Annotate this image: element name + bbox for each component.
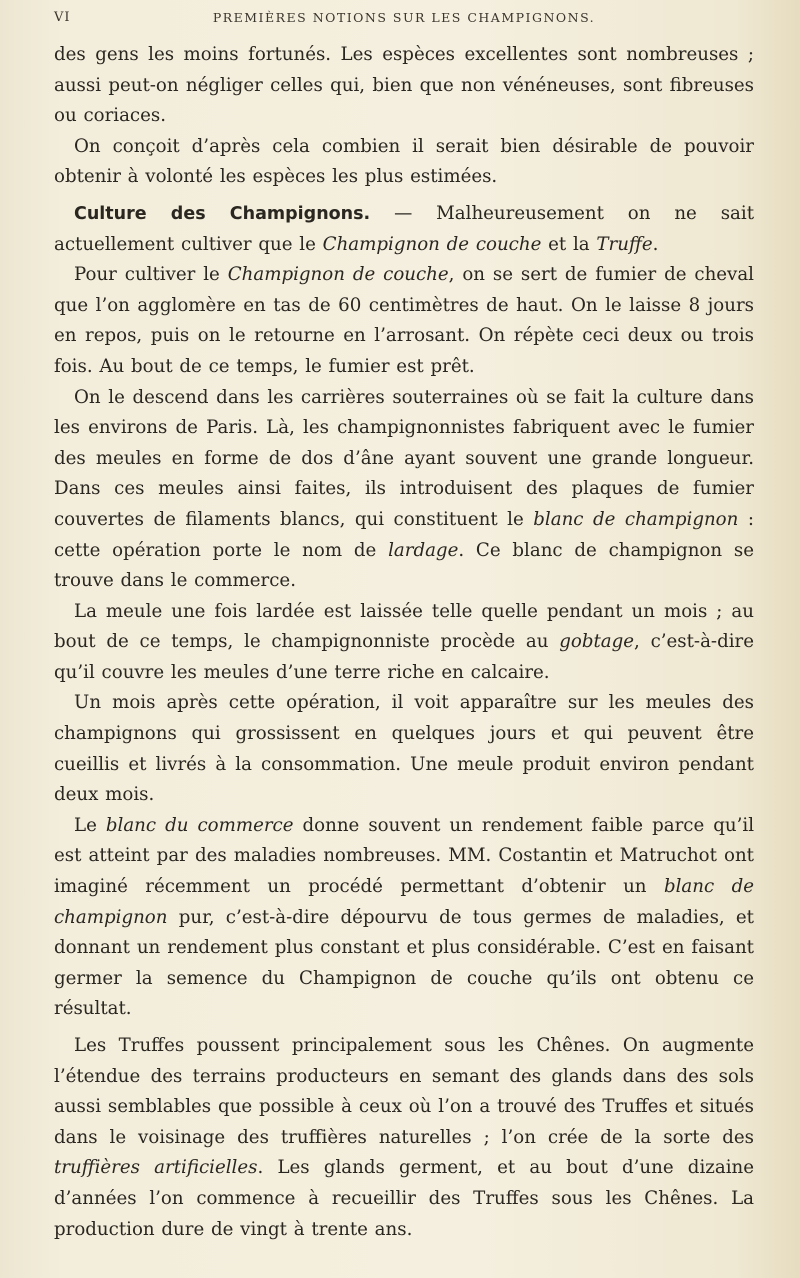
body-text: [54, 40, 754, 1245]
page-number: VI: [54, 10, 71, 25]
running-title: PREMIÈRES NOTIONS SUR LES CHAMPIGNONS.: [212, 10, 596, 25]
paragraph-8: Le blanc du commerce donne souvent un rendement faible parce qu’il est atteint par des maladies nombreuses. MM. Costantin et Matruchot ont imaginé récemment un procédé permettant d’obtenir un blanc de champignon pur, c’est-à-dire dépourvu de tous germes de maladies, et donnant un rendement plus constant et plus considérable. C’est en faisant germer la semence du Champignon de couche qu’ils ont obtenu ce résultat.: [54, 814, 755, 1020]
paragraph-1: des gens les moins fortunés. Les espèces excellentes sont nombreuses ; aussi peut-on négliger celles qui, bien que non vénéneuses, sont fibreuses ou coriaces.: [54, 44, 754, 127]
paragraph-culture: Culture des Champignons. — Malheureusement on ne sait actuellement cultiver que le Champignon de couche et la Truffe.: [54, 202, 754, 255]
paragraph-truffes: Les Truffes poussent principalement sous les Chênes. On augmente l’étendue des terrains producteurs en semant des glands dans des sols aussi semblables que possible à ceux où l’on a trouvé des Truffes et situés dans le voisinage des truffières naturelles ; l’on crée de la sorte des truffières artificielles. Les glands germent, et au bout d’une dizaine d’années l’on commence à recueillir des Truffes sous les Chênes. La production dure de vingt à trente ans.: [54, 1035, 754, 1240]
page-header: [54, 6, 754, 28]
paragraph-7: Un mois après cette opération, il voit apparaître sur les meules des champignons qui grossissent en quelques jours et qui peuvent être cueillis et livrés à la consommation. Une meule produit environ pendant deux mois.: [54, 692, 754, 806]
paragraph-6: La meule une fois lardée est laissée telle quelle pendant un mois ; au bout de ce temps, le champignonniste procède au gobtage, c’est-à-dire qu’il couvre les meules d’une terre riche en calcaire.: [54, 600, 754, 683]
paragraph-4: Pour cultiver le Champignon de couche, on se sert de fumier de cheval que l’on agglomère en tas de 60 centimètres de haut. On le laisse 8 jours en repos, puis on le retourne en l’arrosant. On répète ceci deux ou trois fois. Au bout de ce temps, le fumier est prêt.: [54, 264, 754, 377]
paragraph-2: On conçoit d’après cela combien il serait bien désirable de pouvoir obtenir à volonté les espèces les plus estimées.: [54, 135, 754, 188]
section-heading: Culture des Champignons.: [74, 203, 371, 224]
paragraph-5: On le descend dans les carrières souterraines où se fait la culture dans les environs de Paris. Là, les champignonnistes fabriquent avec le fumier des meules en forme de dos d’âne ayant souvent une grande longueur. Dans ces meules ainsi faites, ils introduisent des plaques de fumier couvertes de filaments blancs, qui constituent le blanc de champignon : cette opération porte le nom de lardage. Ce blanc de champignon se trouve dans le commerce.: [54, 386, 754, 592]
